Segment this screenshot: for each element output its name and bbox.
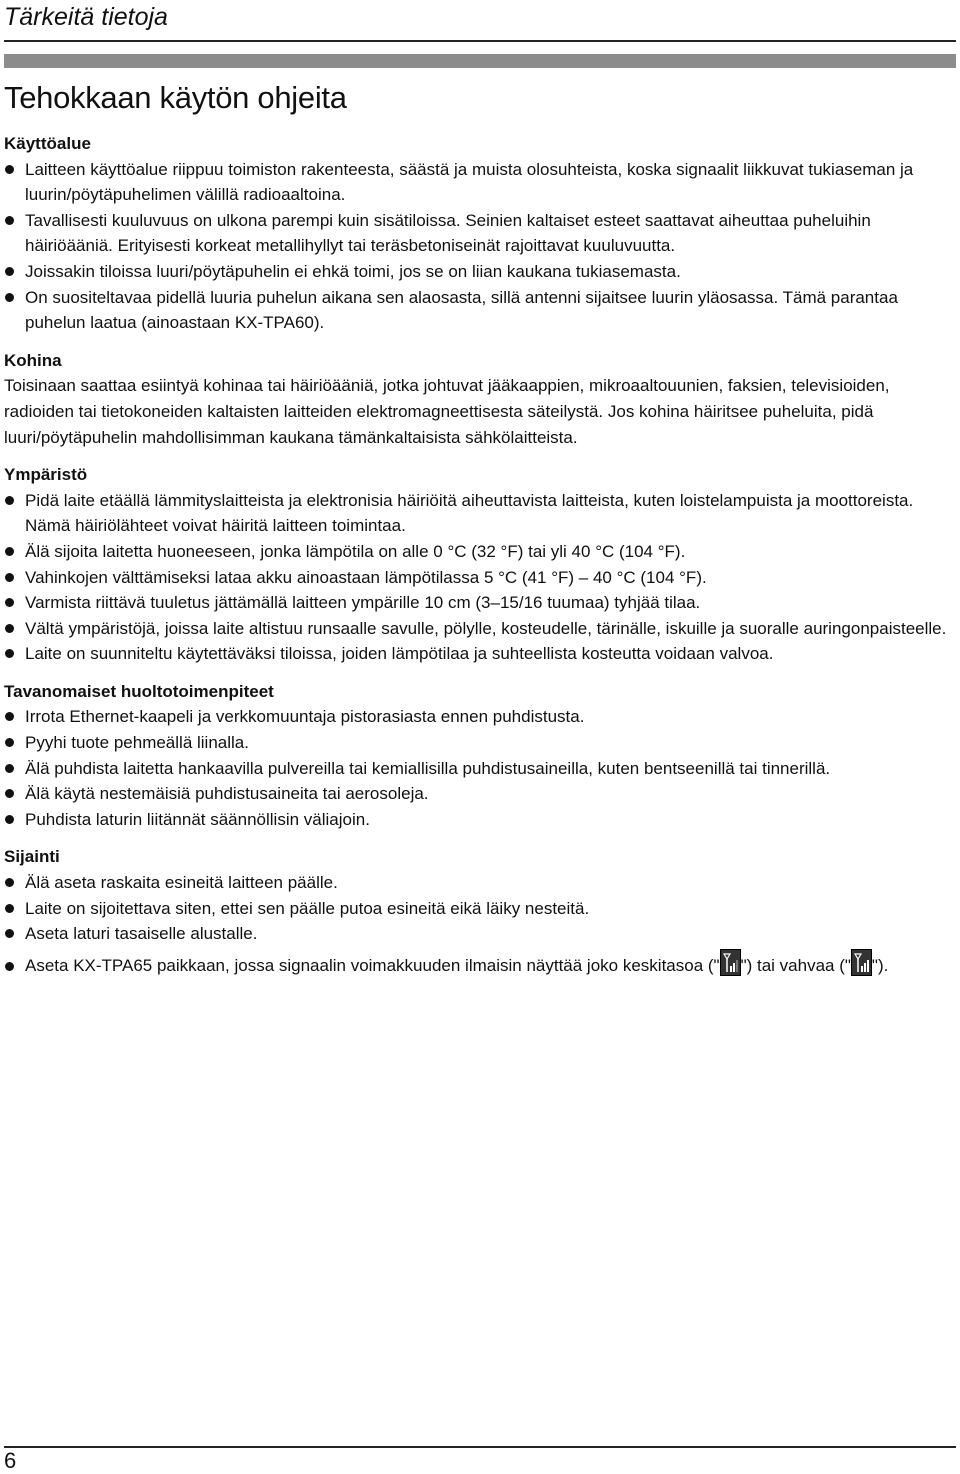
list-item-text: Pyyhi tuote pehmeällä liinalla. [25,733,249,753]
list-item [4,896,948,922]
list-item [4,807,948,833]
signal-strong-icon [851,949,872,976]
section-heading: Käyttöalue [4,134,91,153]
bullet-icon [5,815,14,824]
section-kayttoalue [4,131,948,336]
list-item [4,756,948,782]
list-item [4,870,948,896]
list-item-text: Vahinkojen välttämiseksi lataa akku ainoastaan lämpötilassa 5 °C (41 °F) – 40 °C (104 °F). [25,567,707,587]
bullet-icon [5,293,14,302]
page-number: 6 [4,1448,17,1473]
list-item [4,488,948,539]
list-item-text: Aseta laturi tasaiselle alustalle. [25,924,258,944]
bullet-icon [5,738,14,747]
list-item-text: Puhdista laturin liitännät säännöllisin väliajoin. [25,809,370,829]
list-item [4,565,948,591]
footer-divider [4,1446,956,1448]
section-heading: Ympäristö [4,465,88,485]
section-heading: Sijainti [4,847,60,867]
section-paragraph: Toisinaan saattaa esiintyä kohinaa tai häiriöääniä, jotka johtuvat jääkaappien, mikroaaltouunien, faksien, televisioiden, radioiden tai tietokoneiden kaltaisten laitteiden elektromagneettisesta säteilystä. Jos kohina häiritsee puheluita, pidä luuri/pöytäpuhelin mahdollisimman kaukana tämänkaltaisista sähkölaitteista. [4,376,890,447]
bullet-icon [5,547,14,556]
list-item-text: Laite on sijoitettava siten, ettei sen päälle putoa esineitä eikä läiky nesteitä. [25,898,590,918]
bullet-list [4,157,948,336]
bullet-icon [5,929,14,938]
bullet-icon [5,598,14,607]
list-item-text: Varmista riittävä tuuletus jättämällä laitteen ympärille 10 cm (3–15/16 tuumaa) tyhjää tilaa. [25,593,701,613]
bullet-icon [5,216,14,225]
bullet-icon [5,878,14,887]
signal-medium-icon [720,949,741,976]
list-item-text: Älä käytä nestemäisiä puhdistusaineita tai aerosoleja. [25,784,429,804]
list-item [4,704,948,730]
bullet-icon [5,904,14,913]
list-item [4,539,948,565]
list-item [4,285,948,336]
list-item [4,590,948,616]
list-item [4,921,948,947]
list-item-text: Älä aseta raskaita esineitä laitteen päälle. [25,873,338,893]
list-item [4,259,948,285]
list-item-text: On suositeltavaa pidellä luuria puhelun aikana sen alaosasta, sillä antenni sijaitsee luurin yläosassa. Tämä parantaa puhelun laatua (ainoastaan KX-TPA60). [25,287,898,333]
section-huolto [4,679,948,833]
list-item [4,781,948,807]
header-title: Tärkeitä tietoja [4,3,168,31]
bullet-icon [5,712,14,721]
list-item [4,641,948,667]
list-item-text: Älä sijoita laitetta huoneeseen, jonka lämpötila on alle 0 °C (32 °F) tai yli 40 °C (104 °F). [25,541,686,561]
header-divider [4,40,956,42]
list-item-text: Joissakin tiloissa luuri/pöytäpuhelin ei ehkä toimi, jos se on liian kaukana tukiasemasta. [25,261,681,281]
list-item-text: Vältä ympäristöjä, joissa laite altistuu runsaalle savulle, pölylle, kosteudelle, tärinälle, iskuille ja suoralle auringonpaisteelle. [25,618,947,638]
list-item-text: Tavallisesti kuuluvuus on ulkona parempi kuin sisätiloissa. Seinien kaltaiset esteet saattavat aiheuttaa puheluihin häiriöääniä. Erityisesti korkeat metallihyllyt tai teräsbetoniseinät rajoittavat kuuluvuutta. [25,210,871,256]
list-item [4,730,948,756]
bullet-icon [5,165,14,174]
list-item-text: Laitteen käyttöalue riippuu toimiston rakenteesta, säästä ja muista olosuhteista, koska signaalit liikkuvat tukiaseman ja luurin/pöytäpuhelimen välillä radioaaltoina. [25,159,914,205]
list-item-text: Älä puhdista laitetta hankaavilla pulvereilla tai kemiallisilla puhdistusaineilla, kuten bentseenillä tai tinnerillä. [25,758,831,778]
section-sijainti [4,844,948,984]
title-band [4,54,956,68]
list-item-text-before: Aseta KX-TPA65 paikkaan, jossa signaalin voimakkuuden ilmaisin näyttää joko keskitasoa (" [25,955,720,975]
list-item [4,157,948,208]
list-item [4,616,948,642]
list-item-text: Irrota Ethernet-kaapeli ja verkkomuuntaja pistorasiasta ennen puhdistusta. [25,707,585,727]
list-item-text-after: "). [871,955,889,975]
bullet-icon [5,573,14,582]
section-heading: Kohina [4,350,62,370]
list-item-text: Laite on suunniteltu käytettäväksi tiloissa, joiden lämpötilaa ja suhteellista kosteutta voidaan valvoa. [25,644,774,664]
list-item-text-middle: ") tai vahvaa (" [740,955,851,975]
bullet-icon [5,649,14,658]
list-item [4,208,948,259]
list-item [4,947,948,985]
section-heading: Tavanomaiset huoltotoimenpiteet [4,681,274,701]
content [4,131,948,997]
list-item-text: Pidä laite etäällä lämmityslaitteista ja elektronisia häiriöitä aiheuttavista laitteista, kuten loistelampuista ja moottoreista. Nämä häiriölähteet voivat häiritä laitteen toimintaa. [25,490,914,536]
bullet-icon [5,789,14,798]
bullet-icon [5,624,14,633]
bullet-list [4,488,948,667]
section-ymparisto [4,462,948,667]
bullet-list [4,704,948,832]
bullet-icon [5,962,14,971]
section-kohina [4,348,948,450]
bullet-list [4,870,948,985]
bullet-icon [5,764,14,773]
bullet-icon [5,267,14,276]
bullet-icon [5,496,14,505]
page-title: Tehokkaan käytön ohjeita [4,80,347,115]
